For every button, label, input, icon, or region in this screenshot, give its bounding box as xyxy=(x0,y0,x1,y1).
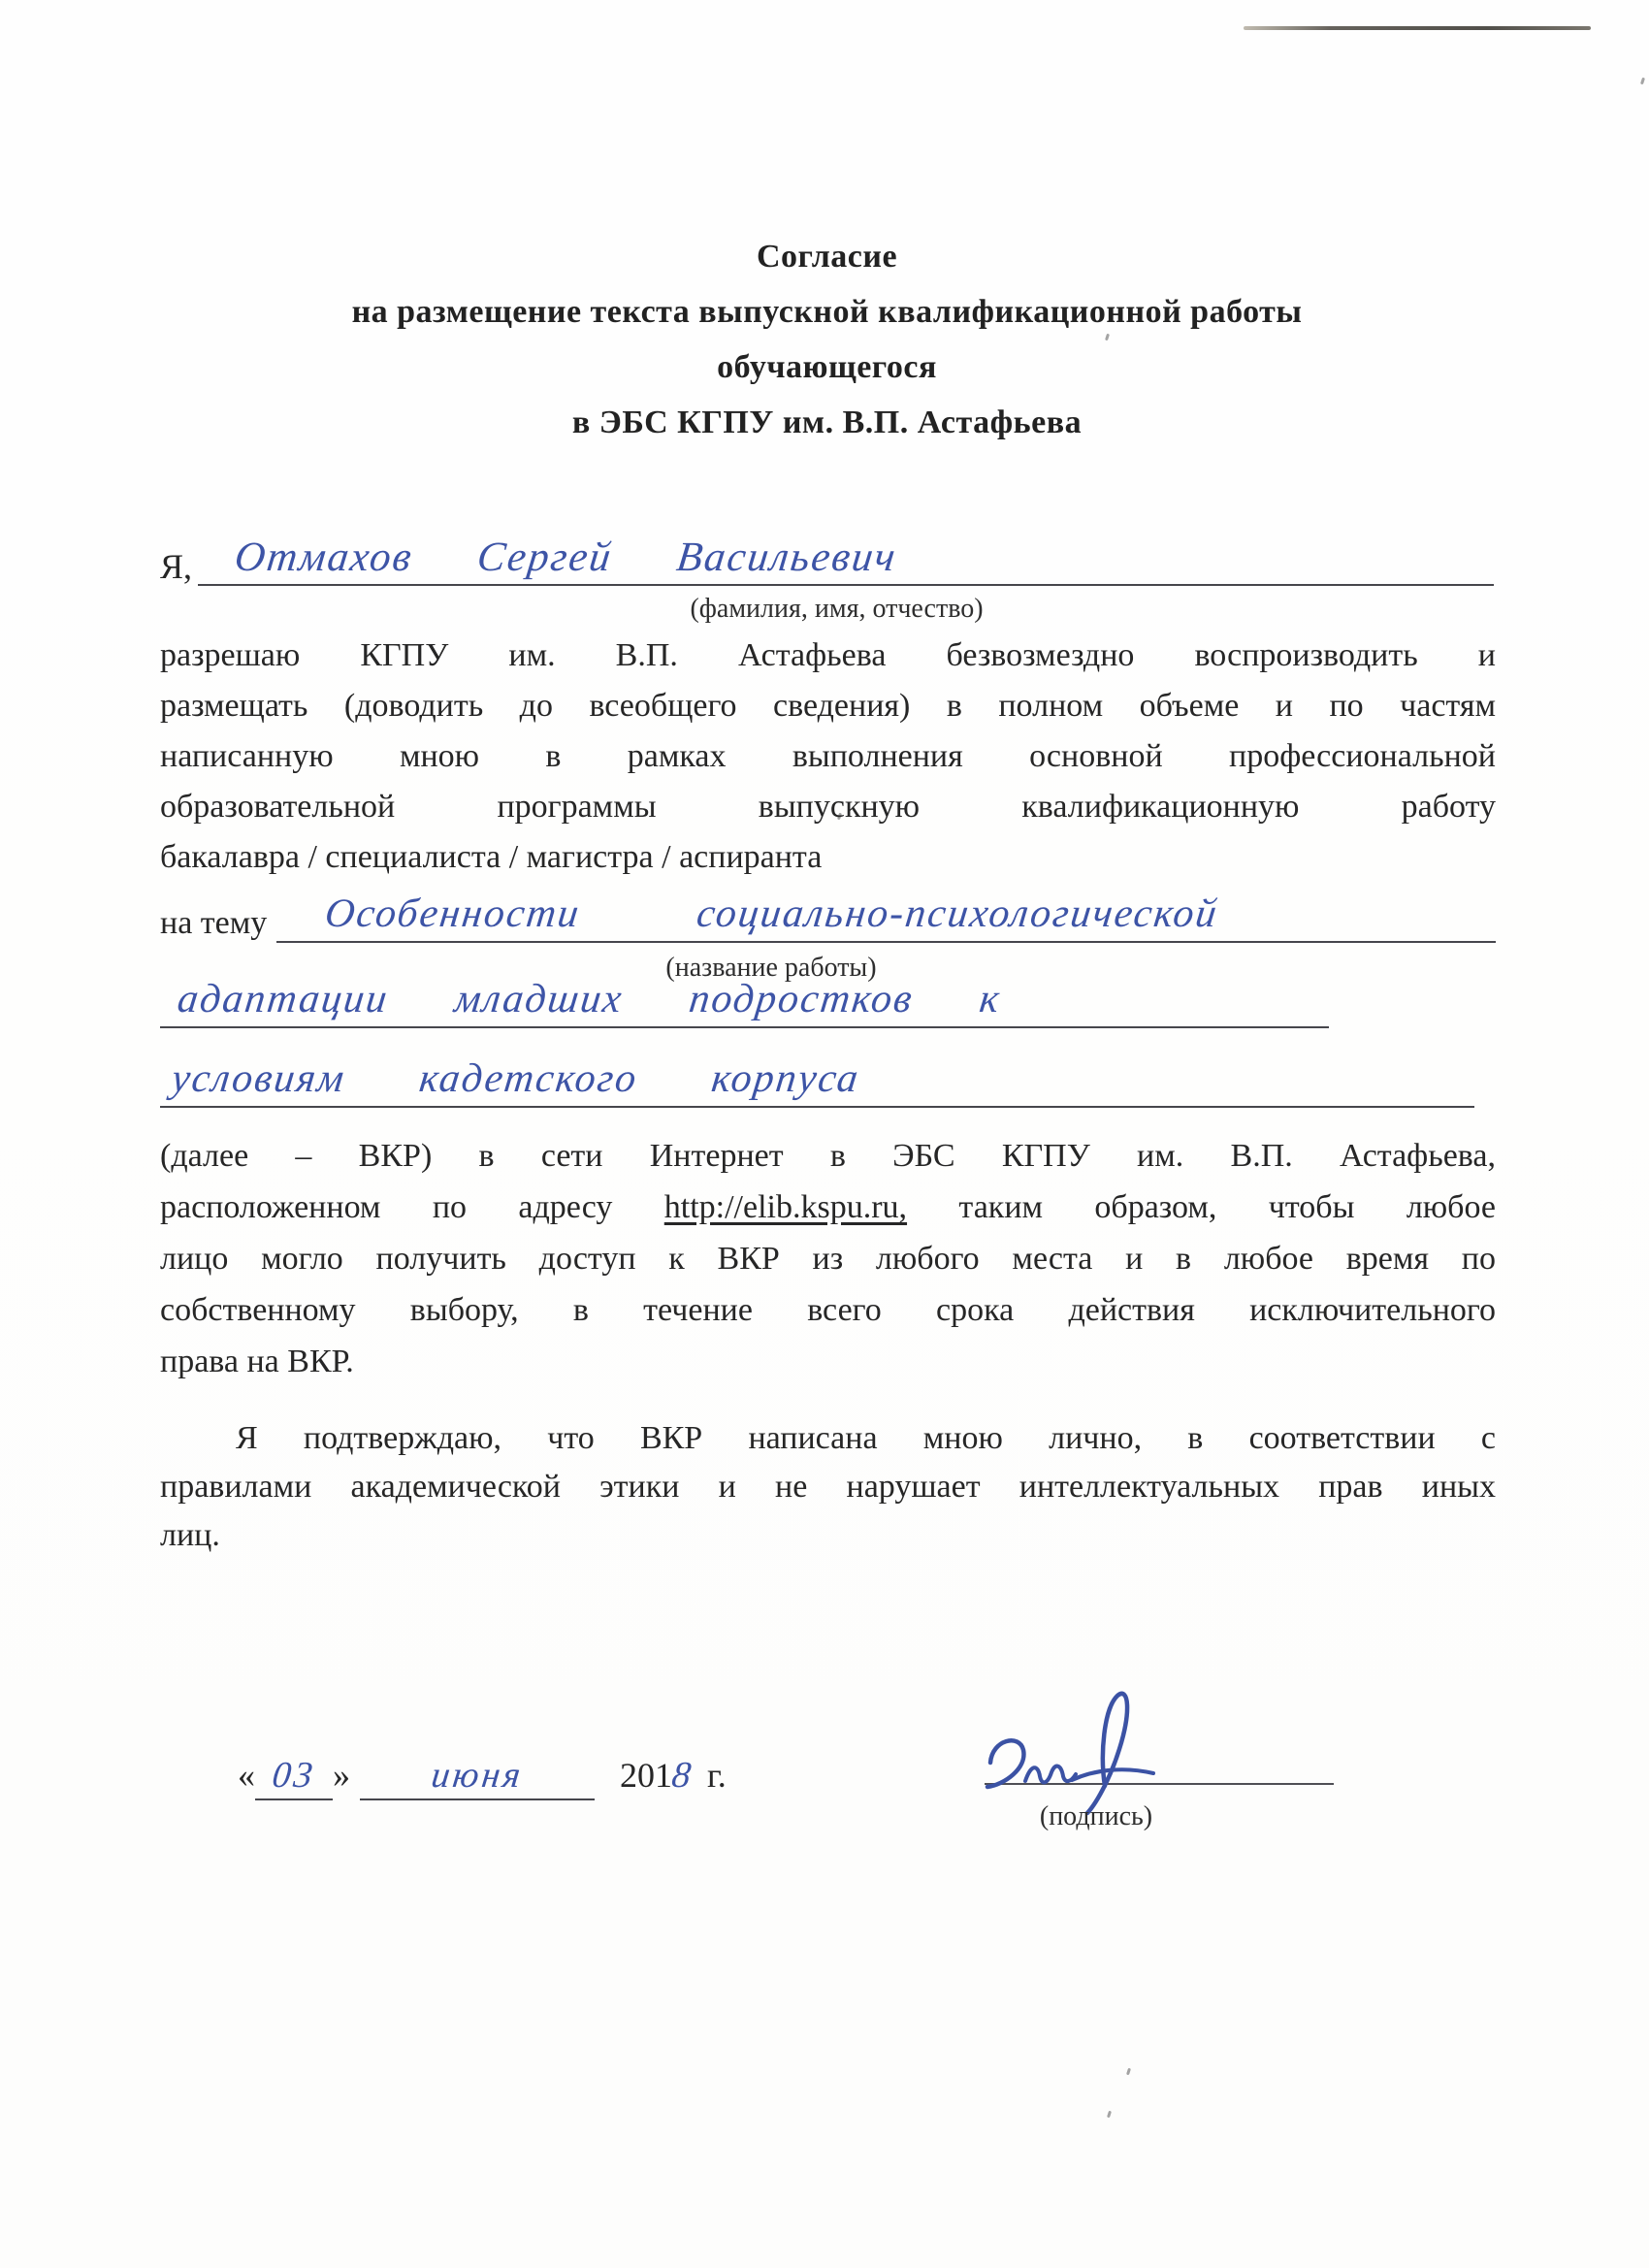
paragraph-line: бакалавра / специалиста / магистра / аспиранта xyxy=(160,839,823,875)
scan-speck xyxy=(1107,2111,1112,2119)
date-month-handwriting: июня xyxy=(429,1755,526,1796)
paragraph-line: (далее – ВКР) в сети Интернет в ЭБС КГПУ им. В.П. Астафьева, xyxy=(160,1138,1496,1174)
paragraph-line: права на ВКР. xyxy=(160,1344,354,1379)
title-line-3: обучающегося xyxy=(717,349,937,385)
date-line xyxy=(238,1752,727,1800)
date-year-last-digit-handwriting: 8 xyxy=(669,1755,696,1796)
paragraph-line: лиц. xyxy=(160,1517,220,1553)
topic-caption: (название работы) xyxy=(665,953,877,983)
topic-handwriting-line-2: адаптации младших подростков к xyxy=(175,977,1004,1021)
scan-artifact-line xyxy=(1244,26,1591,30)
title-line-4: в ЭБС КГПУ им. В.П. Астафьева xyxy=(571,405,1083,440)
url-prefix-text: расположенном по адресу xyxy=(160,1189,664,1225)
topic-blank-line-2 xyxy=(160,970,1329,1028)
date-day-blank xyxy=(255,1752,333,1800)
topic-label: на тему xyxy=(160,905,268,941)
declarant-name-handwriting: Отмахов Сергей Васильевич xyxy=(232,535,900,580)
paragraph-line-with-url xyxy=(160,1182,1496,1233)
paragraph-line: разрешаю КГПУ им. В.П. Астафьева безвозмездно воспроизводить и xyxy=(160,637,1496,673)
signature-caption: (подпись) xyxy=(1039,1801,1153,1831)
date-year-suffix: г. xyxy=(707,1756,727,1795)
publication-paragraph xyxy=(160,1130,1496,1387)
topic-handwriting-line-1: Особенности социально-психологической xyxy=(322,891,1221,936)
signature-scribble xyxy=(975,1683,1188,1819)
topic-blank xyxy=(276,891,1496,943)
paragraph-line: размещать (доводить до всеобщего сведения) в полном объеме и по частям xyxy=(160,688,1496,724)
date-close-quote: » xyxy=(333,1756,350,1795)
scan-speck xyxy=(1126,2068,1131,2076)
paragraph-line: лицо могло получить доступ к ВКР из любого места и в любое время по xyxy=(160,1241,1496,1277)
topic-line xyxy=(160,892,1496,943)
paragraph-line: правилами академической этики и не нарушает интеллектуальных прав иных xyxy=(160,1469,1496,1505)
paragraph-line: образовательной программы выпускную квалификационную работу xyxy=(160,789,1496,825)
url-suffix-text: таким образом, чтобы любое xyxy=(907,1189,1496,1225)
signature-block xyxy=(975,1683,1518,1858)
declarant-prefix: Я, xyxy=(160,547,193,586)
scan-speck xyxy=(1640,78,1645,85)
date-year-printed: 201 xyxy=(620,1756,672,1795)
name-caption: (фамилия, имя, отчество) xyxy=(690,594,984,624)
declarant-line xyxy=(160,524,1494,586)
date-month-blank xyxy=(360,1752,595,1800)
permission-paragraph xyxy=(160,631,1496,883)
date-open-quote: « xyxy=(238,1756,255,1795)
topic-handwriting-line-3: условиям кадетского корпуса xyxy=(169,1056,862,1101)
confirmation-paragraph xyxy=(160,1414,1496,1560)
paragraph-line: Я подтверждаю, что ВКР написана мною лично, в соответствии с xyxy=(236,1420,1496,1456)
declarant-name-blank xyxy=(198,522,1494,586)
topic-blank-line-3 xyxy=(160,1050,1474,1108)
paragraph-line: написанную мною в рамках выполнения основной профессиональной xyxy=(160,738,1496,774)
title-line-2: на размещение текста выпускной квалификационной работы xyxy=(351,294,1303,330)
date-day-handwriting: 03 xyxy=(270,1755,318,1796)
paragraph-line: собственному выбору, в течение всего срока действия исключительного xyxy=(160,1292,1496,1328)
title-line-1: Согласие xyxy=(756,239,898,275)
elib-url: http://elib.kspu.ru, xyxy=(663,1189,908,1225)
document-title xyxy=(160,229,1494,450)
